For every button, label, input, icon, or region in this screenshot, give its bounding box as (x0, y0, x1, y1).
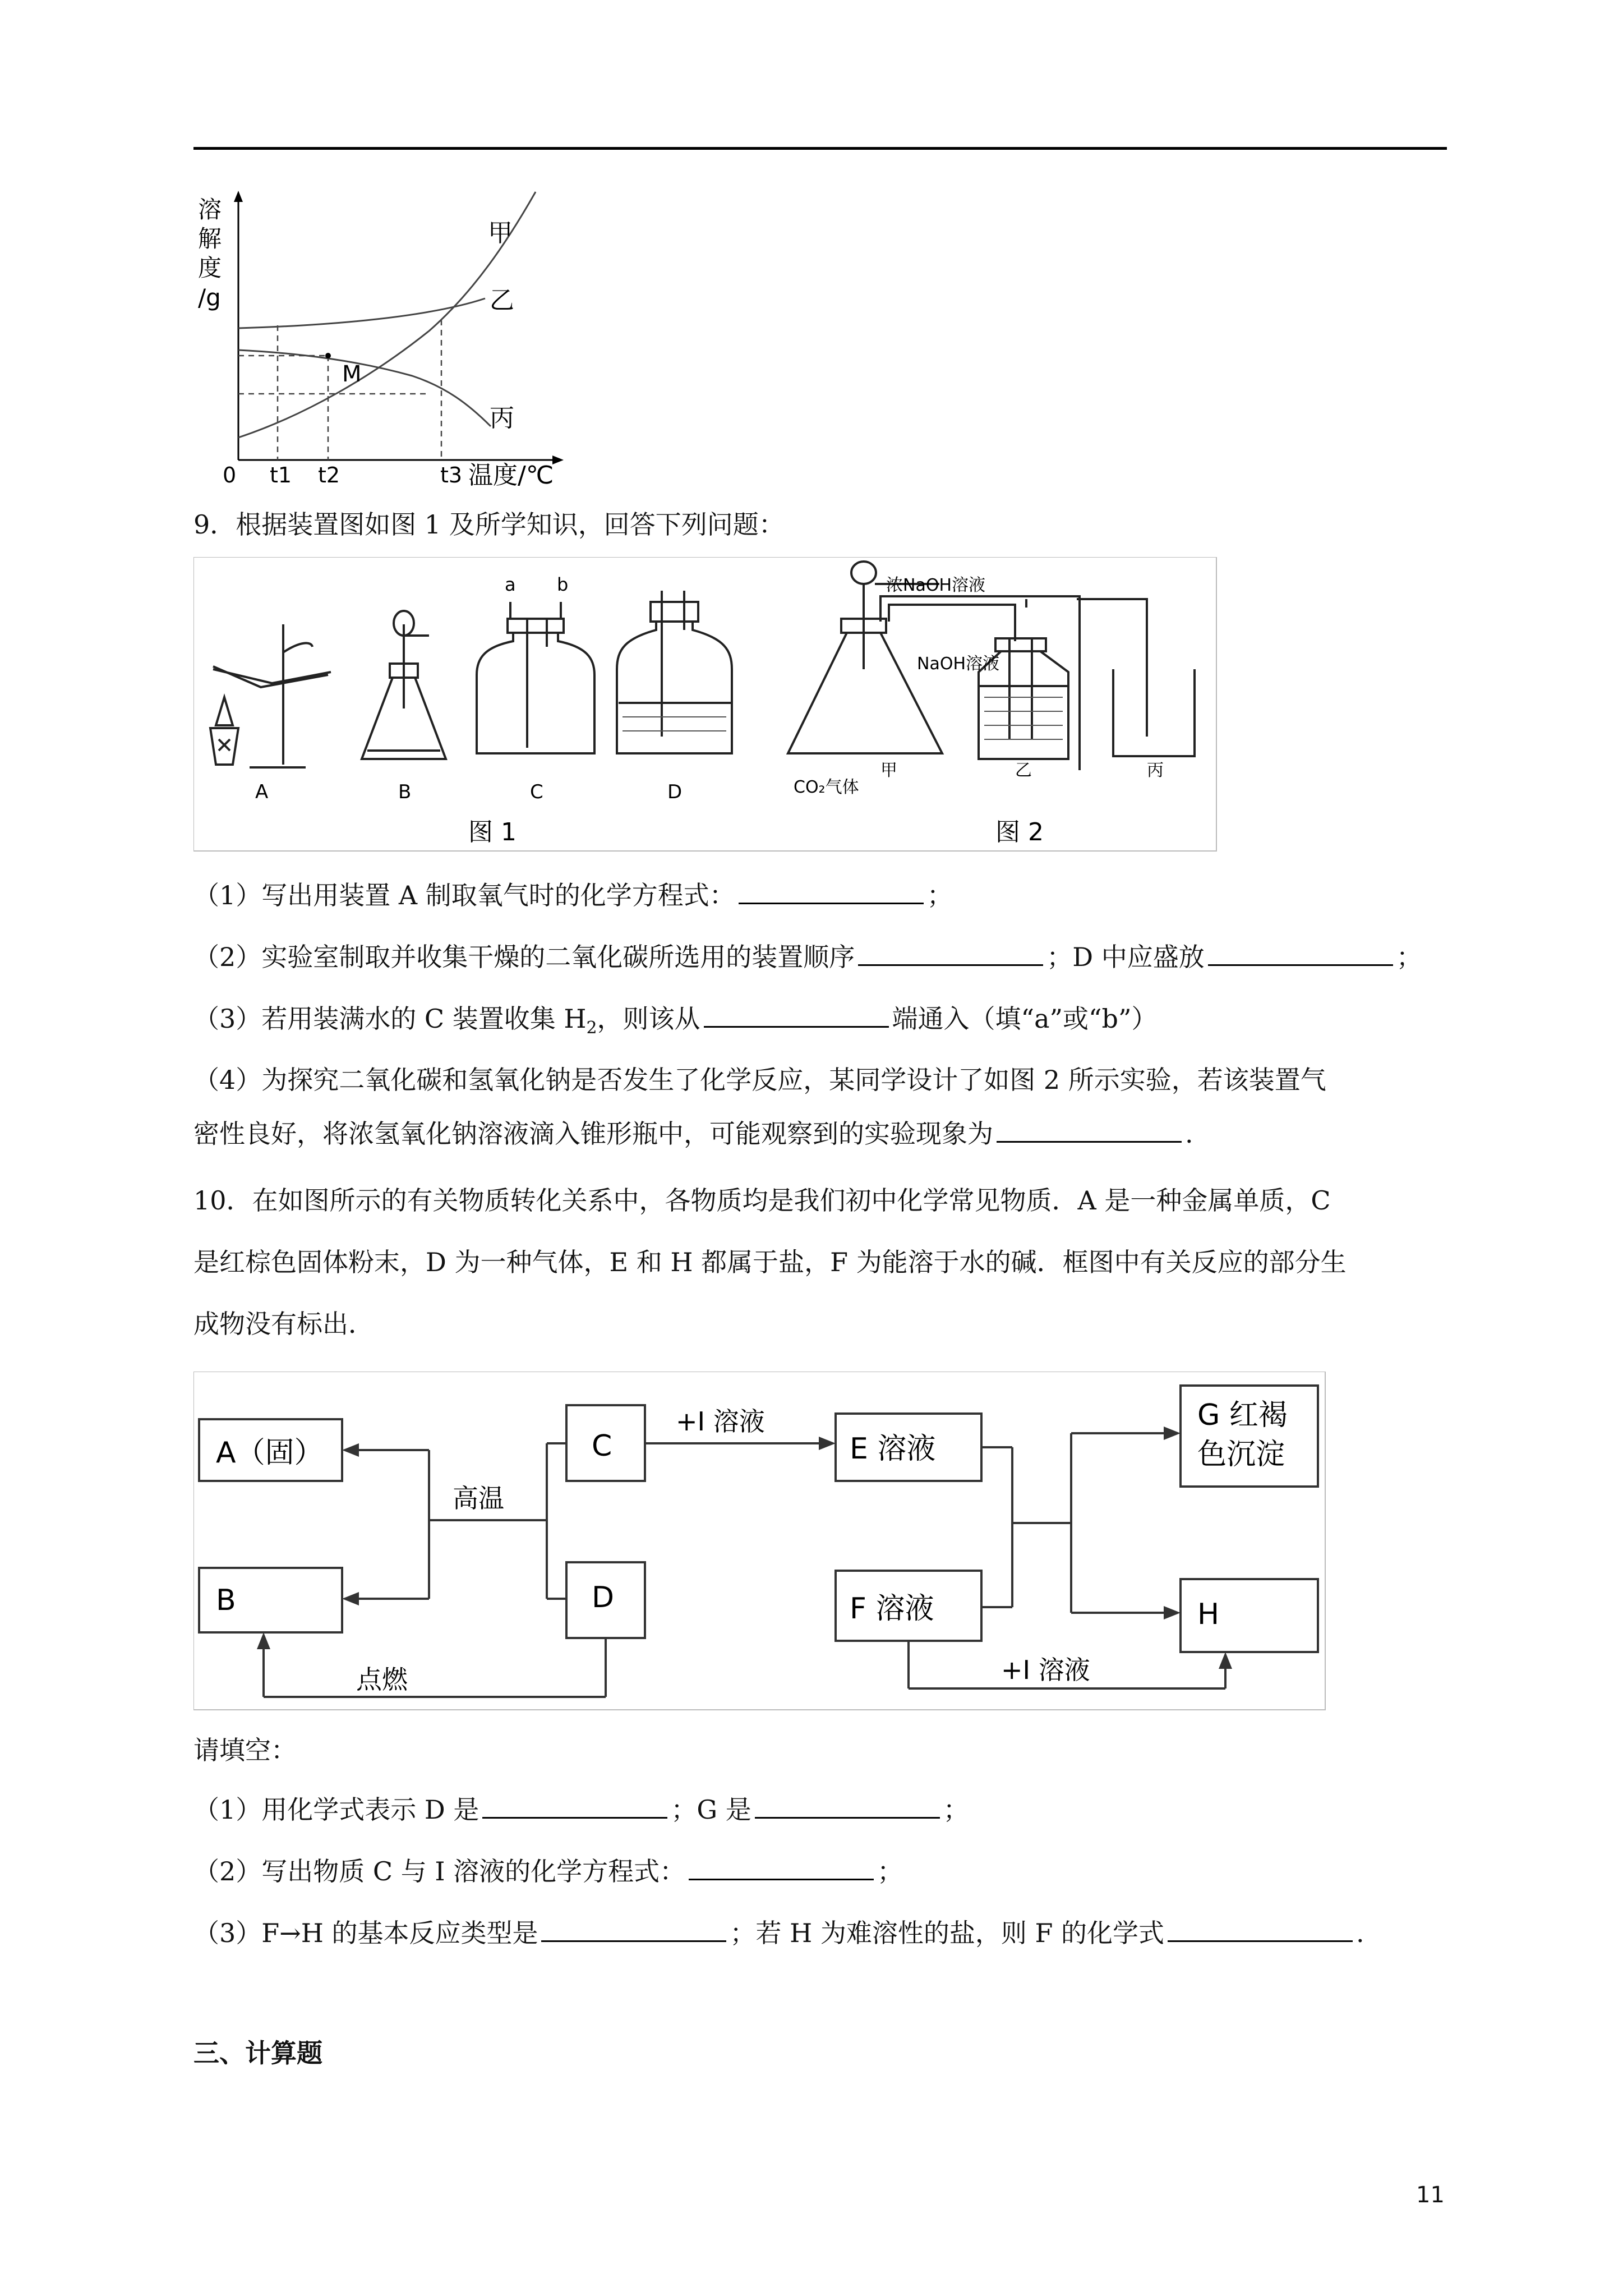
point-label-m: M (342, 361, 362, 387)
q9-part4-line1: （4）为探究二氧化碳和氢氧化钠是否发生了化学反应，某同学设计了如图 2 所示实验，若该装置气 (193, 1065, 1326, 1095)
answer-blank[interactable] (704, 1001, 889, 1028)
page-number: 11 (1416, 2182, 1445, 2208)
answer-blank[interactable] (482, 1792, 667, 1819)
box-b-label: B (216, 1584, 236, 1617)
fig2-bing: 丙 (1147, 761, 1164, 780)
tick-t2: t2 (318, 463, 340, 487)
q10-part2: （2）写出物质 C 与 I 溶液的化学方程式： ； (193, 1854, 903, 1888)
answer-blank[interactable] (997, 1116, 1182, 1143)
q9-part1: （1）写出用装置 A 制取氧气时的化学方程式： ； (193, 878, 953, 912)
fig1-caption: 图 1 (468, 818, 517, 846)
q9-part2: （2）实验室制取并收集干燥的二氧化碳所选用的装置顺序 ；D 中应盛放 ； (193, 940, 1422, 974)
answer-blank[interactable] (1208, 940, 1393, 966)
header-rule (193, 147, 1447, 150)
label-i-solution-bottom: +I 溶液 (1001, 1655, 1090, 1685)
tick-0: 0 (223, 463, 237, 487)
q10-part1: （1）用化学式表示 D 是 ；G 是 ； (193, 1792, 969, 1826)
tick-t1: t1 (270, 463, 292, 487)
box-c-label: C (592, 1429, 612, 1463)
fig1-port-b: b (557, 574, 569, 595)
curve-label-bing: 丙 (490, 404, 514, 432)
fig2-naoh: NaOH溶液 (917, 654, 999, 674)
q9-part4-line2: 密性良好，将浓氢氧化钠溶液滴入锥形瓶中，可能观察到的实验现象为 . (193, 1116, 1193, 1151)
box-g-label-1: G 红褐 (1197, 1398, 1288, 1432)
box-h-label: H (1197, 1598, 1220, 1631)
apparatus-figure (193, 557, 1217, 852)
answer-blank[interactable] (541, 1916, 726, 1942)
label-ignite: 点燃 (356, 1664, 408, 1695)
q9-part3: （3）若用装满水的 C 装置收集 $H_2$，则该从 端通入（填“a”或“b”） (193, 1001, 1157, 1045)
answer-blank[interactable] (739, 878, 924, 904)
box-a-label: A（固） (216, 1436, 324, 1470)
curve-label-jia: 甲 (488, 219, 513, 247)
q10-line1: 10．在如图所示的有关物质转化关系中，各物质均是我们初中化学常见物质．A 是一种金属单质，C (193, 1185, 1331, 1216)
box-e-label: E 溶液 (850, 1432, 936, 1466)
answer-blank[interactable] (858, 940, 1043, 966)
answer-blank[interactable] (689, 1854, 874, 1880)
fig1-label-d: D (667, 781, 683, 803)
q10-line2: 是红棕色固体粉末，D 为一种气体，E 和 H 都属于盐，F 为能溶于水的碱．框图中有关反应的部分生 (193, 1247, 1347, 1277)
tick-t3: t3 (440, 463, 463, 487)
conversion-diagram (193, 1372, 1326, 1711)
y-label-4: /g (198, 284, 221, 311)
fig2-caption: 图 2 (995, 818, 1044, 846)
fig2-conc-naoh: 浓NaOH溶液 (886, 576, 985, 595)
y-label-3: 度 (198, 254, 222, 282)
curve-bing (238, 350, 491, 426)
fig2-co2: CO₂气体 (794, 777, 859, 797)
fig1-label-b: B (398, 781, 412, 803)
curve-label-yi: 乙 (490, 286, 514, 315)
box-d-label: D (592, 1581, 615, 1614)
section-heading: 三、计算题 (193, 2038, 322, 2068)
q10-fill-title: 请填空： (193, 1735, 297, 1765)
label-i-solution-top: +I 溶液 (676, 1406, 765, 1437)
x-label: 温度/℃ (468, 461, 554, 488)
box-f-label: F 溶液 (850, 1592, 934, 1626)
q9-stem: 9．根据装置图如图 1 及所学知识，回答下列问题： (193, 509, 785, 540)
answer-blank[interactable] (1168, 1916, 1353, 1942)
label-high-temp: 高温 (453, 1483, 504, 1513)
fig1-port-a: a (505, 574, 516, 595)
fig2-jia: 甲 (880, 761, 897, 780)
y-label-1: 溶 (198, 196, 222, 223)
answer-blank[interactable] (755, 1792, 940, 1819)
box-g-label-2: 色沉淀 (1197, 1438, 1285, 1471)
y-label-2: 解 (198, 225, 222, 252)
fig2-yi: 乙 (1015, 761, 1032, 780)
fig1-label-a: A (255, 781, 269, 803)
q10-part3: （3）F→H 的基本反应类型是 ；若 H 为难溶性的盐，则 F 的化学式 . (193, 1916, 1364, 1950)
q10-line3: 成物没有标出． (193, 1309, 374, 1339)
fig1-label-c: C (530, 781, 543, 803)
solubility-chart (193, 191, 569, 488)
